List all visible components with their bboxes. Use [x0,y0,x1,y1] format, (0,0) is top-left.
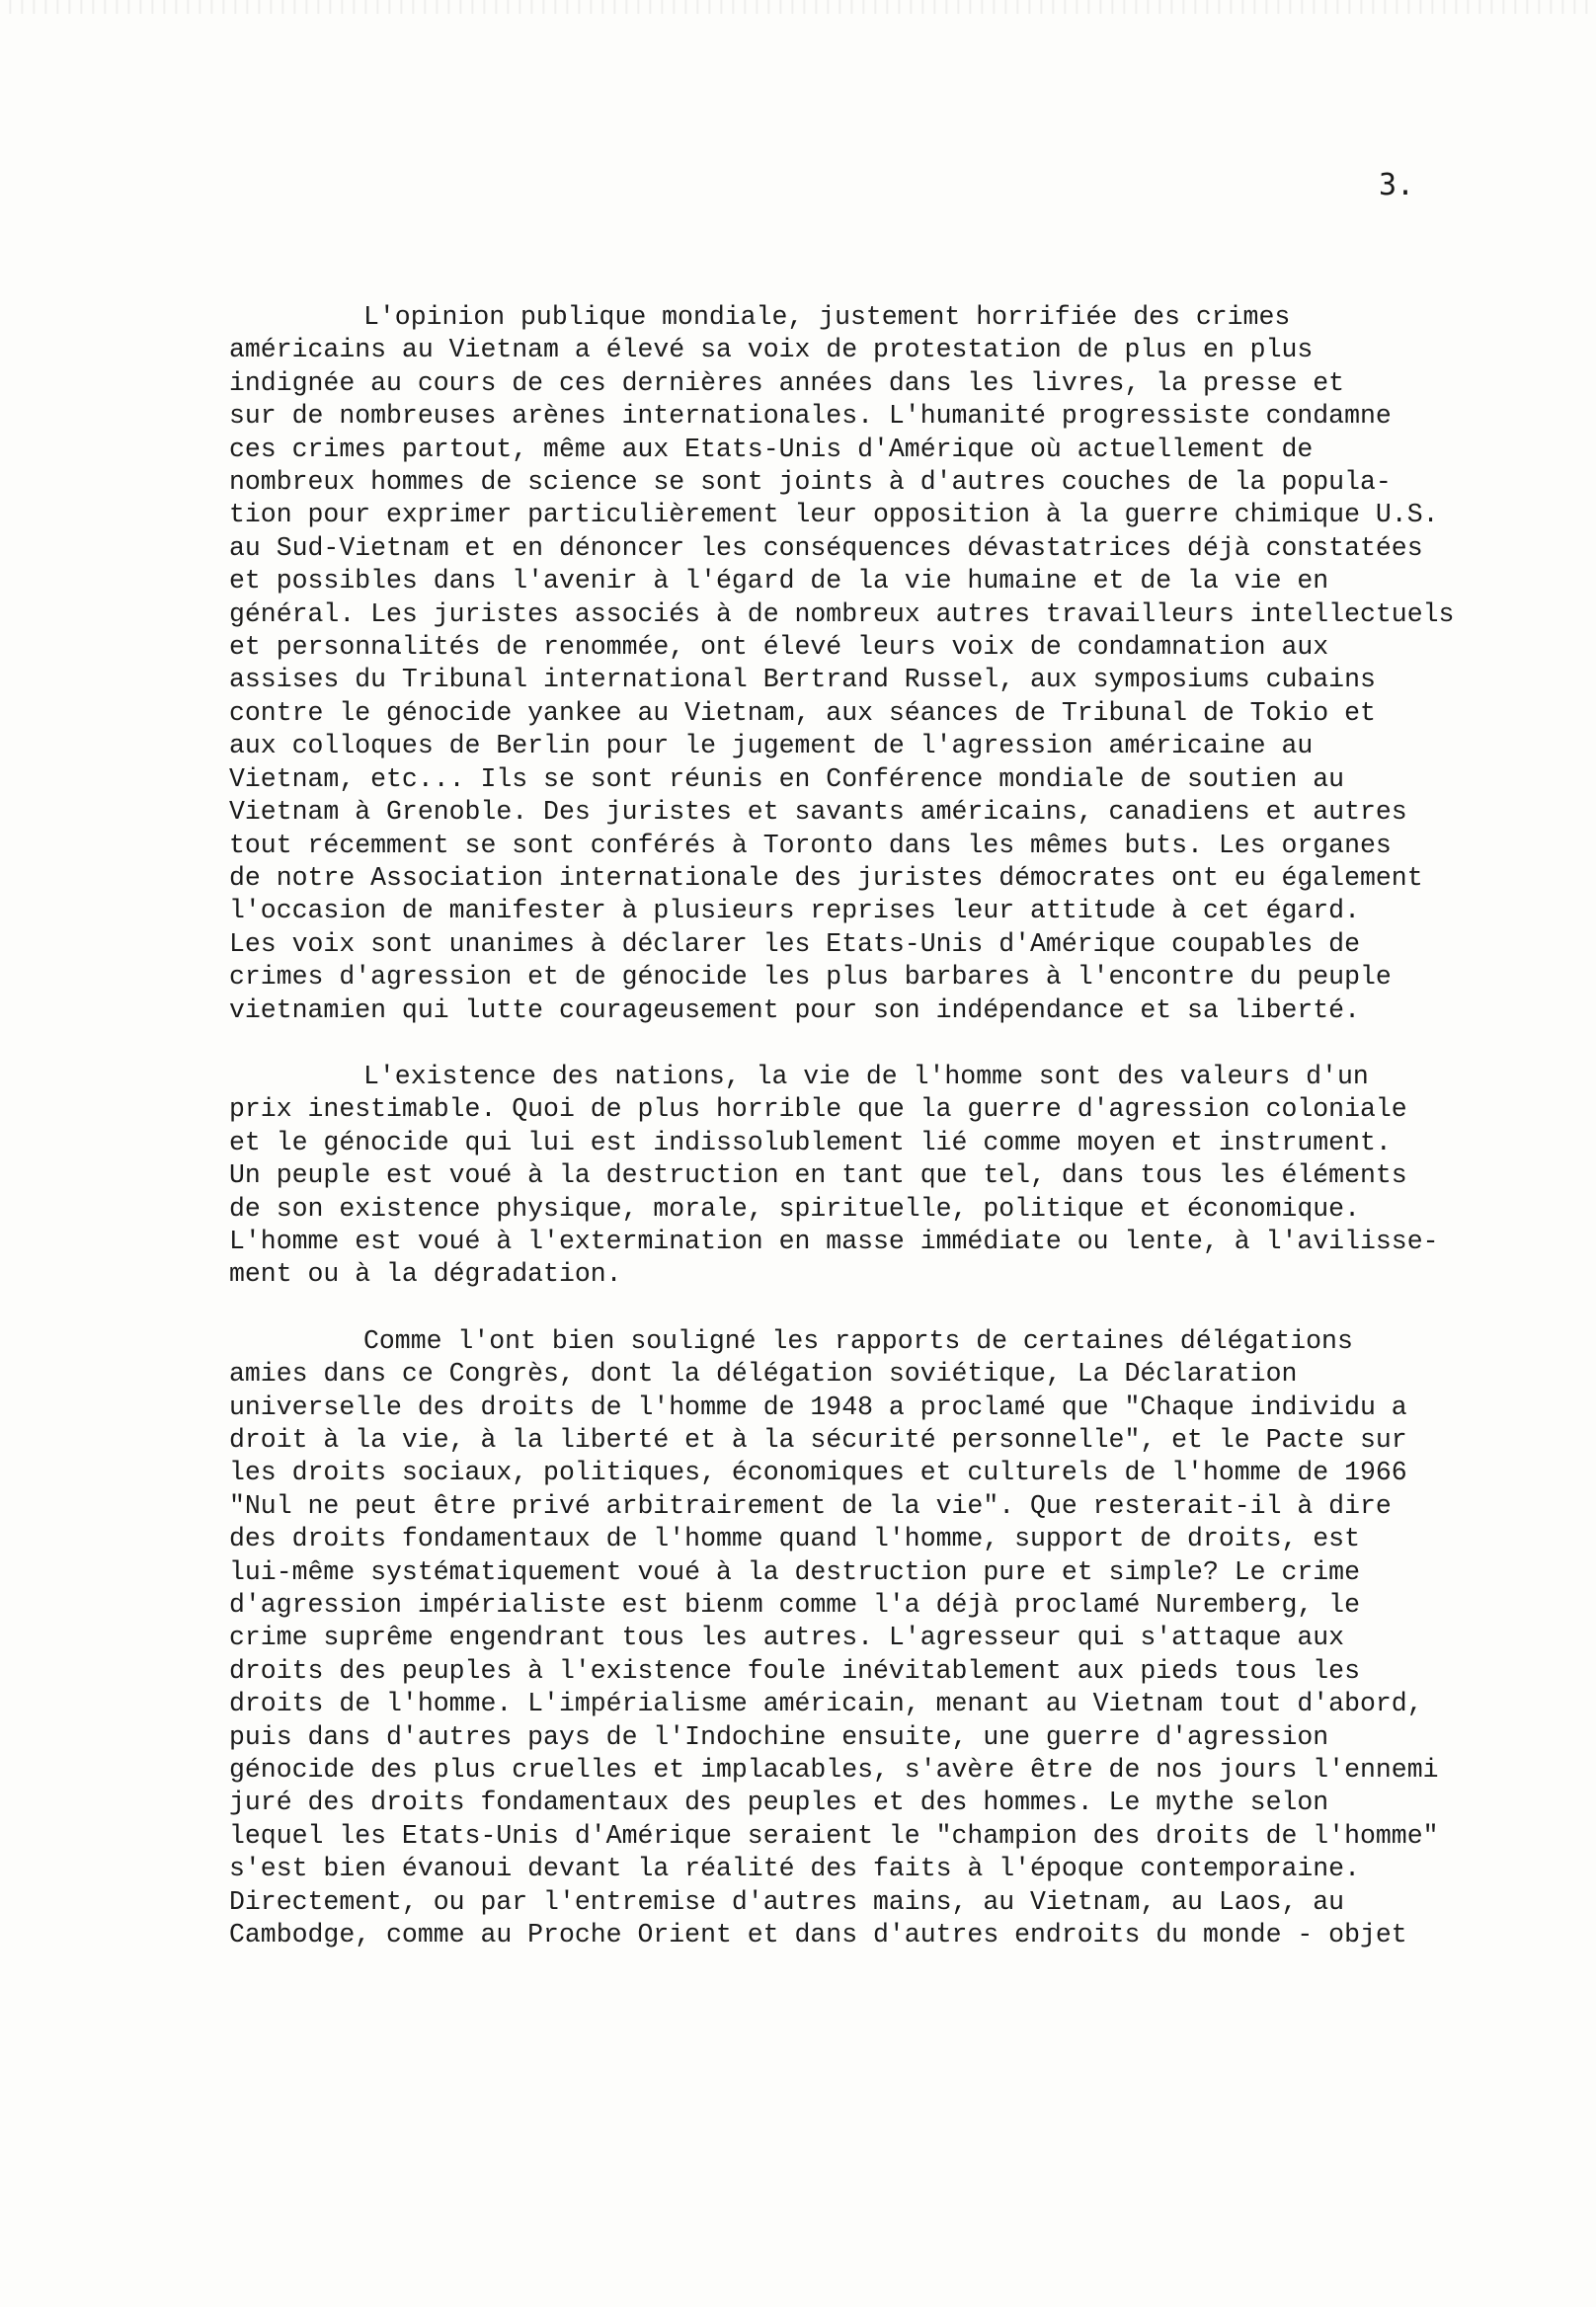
line-text: et personnalités de renommée, ont élevé leurs voix de condamnation aux [229,632,1329,663]
line-text: génocide des plus cruelles et implacables, s'avère être de nos jours l'ennemi [229,1755,1439,1786]
text-line [229,1424,1543,1457]
text-line [229,1127,1543,1159]
line-text: puis dans d'autres pays de l'Indochine ensuite, une guerre d'agression [229,1721,1329,1752]
line-text: Directement, ou par l'entremise d'autres mains, au Vietnam, au Laos, au [229,1886,1345,1917]
line-text: ces crimes partout, même aux Etats-Unis d'Amérique où actuellement de [229,434,1314,464]
text-line [229,730,1543,762]
text-line [229,1258,1543,1291]
line-text: L'opinion publique mondiale, justement horrifiée des crimes [363,302,1291,332]
text-line [229,928,1543,961]
line-text: droit à la vie, à la liberté et à la sécurité personnelle", et le Pacte sur [229,1425,1407,1455]
line-text: contre le génocide yankee au Vietnam, aux séances de Tribunal de Tokio et [229,697,1376,728]
text-line [229,1392,1543,1424]
line-text: tout récemment se sont conférés à Toronto dans les mêmes buts. Les organes [229,830,1392,860]
text-line [229,1754,1543,1787]
line-text: Vietnam, etc... Ils se sont réunis en Conférence mondiale de soutien au [229,763,1345,794]
text-line [229,1325,1543,1358]
line-text: nombreux hommes de science se sont joints à d'autres couches de la popula- [229,467,1392,498]
line-text: lequel les Etats-Unis d'Amérique seraient le "champion des droits de l'homme" [229,1820,1439,1851]
line-text: juré des droits fondamentaux des peuples et des hommes. Le mythe selon [229,1788,1329,1818]
line-text: amies dans ce Congrès, dont la délégation soviétique, La Déclaration [229,1359,1298,1390]
page-number: 3. [1379,168,1415,202]
line-text: assises du Tribunal international Bertrand Russel, aux symposiums cubains [229,665,1376,695]
line-text: les droits sociaux, politiques, économiques et culturels de l'homme de 1966 [229,1458,1407,1488]
text-line [229,1787,1543,1819]
line-text: Cambodge, comme au Proche Orient et dans d'autres endroits du monde - objet [229,1920,1407,1950]
text-line [229,1556,1543,1589]
text-line [229,1622,1543,1654]
paragraph [229,1061,1543,1292]
line-text: général. Les juristes associés à de nombreux autres travailleurs intellectuels [229,598,1455,629]
text-line [229,334,1543,366]
text-line [229,499,1543,531]
line-text: aux colloques de Berlin pour le jugement de l'agression américaine au [229,731,1314,761]
text-line [229,367,1543,400]
line-text: L'existence des nations, la vie de l'homme sont des valeurs d'un [363,1061,1369,1091]
line-text: Un peuple est voué à la destruction en tant que tel, dans tous les éléments [229,1160,1407,1191]
text-line [229,1688,1543,1720]
text-line [229,664,1543,696]
line-text: et possibles dans l'avenir à l'égard de la vie humaine et de la vie en [229,566,1329,597]
text-line [229,1226,1543,1258]
text-line [229,434,1543,466]
text-line [229,862,1543,895]
line-text: l'occasion de manifester à plusieurs reprises leur attitude à cet égard. [229,896,1360,926]
line-text: d'agression impérialiste est bienm comme l'a déjà proclamé Nuremberg, le [229,1590,1360,1621]
line-text: de son existence physique, morale, spirituelle, politique et économique. [229,1193,1360,1224]
line-text: de notre Association internationale des juristes démocrates ont eu également [229,862,1423,893]
line-text: tion pour exprimer particulièrement leur opposition à la guerre chimique U.S. [229,500,1439,530]
text-line [229,301,1543,334]
text-line [229,994,1543,1027]
text-line [229,1820,1543,1853]
line-text: au Sud-Vietnam et en dénoncer les conséquences dévastatrices déjà constatées [229,532,1423,563]
line-text: prix inestimable. Quoi de plus horrible que la guerre d'agression coloniale [229,1094,1407,1125]
text-line [229,1886,1543,1919]
text-line [229,1193,1543,1226]
line-text: droits de l'homme. L'impérialisme américain, menant au Vietnam tout d'abord, [229,1689,1423,1719]
text-line [229,1490,1543,1523]
line-text: "Nul ne peut être privé arbitrairement de la vie". Que resterait-il à dire [229,1490,1392,1521]
line-text: des droits fondamentaux de l'homme quand l'homme, support de droits, est [229,1524,1360,1554]
line-text: vietnamien qui lutte courageusement pour son indépendance et sa liberté. [229,994,1360,1025]
line-text: ment ou à la dégradation. [229,1259,622,1290]
text-line [229,1919,1543,1951]
text-line [229,1061,1543,1093]
text-line [229,598,1543,631]
text-line [229,1457,1543,1489]
line-text: crimes d'agression et de génocide les plus barbares à l'encontre du peuple [229,962,1392,993]
line-text: Comme l'ont bien souligné les rapports de certaines délégations [363,1325,1353,1356]
paragraph [229,1325,1543,1952]
scan-artifact [0,0,1596,14]
line-text: L'homme est voué à l'extermination en masse immédiate ou lente, à l'avilisse- [229,1226,1439,1256]
text-line [229,697,1543,730]
line-text: universelle des droits de l'homme de 1948 a proclamé que "Chaque individu a [229,1392,1407,1422]
text-line [229,1358,1543,1391]
text-line [229,1655,1543,1688]
text-line [229,1721,1543,1754]
text-line [229,400,1543,433]
text-line [229,961,1543,994]
line-text: Les voix sont unanimes à déclarer les Etats-Unis d'Amérique coupables de [229,928,1360,959]
text-line [229,763,1543,796]
text-line [229,466,1543,499]
line-text: s'est bien évanoui devant la réalité des faits à l'époque contemporaine. [229,1854,1360,1884]
line-text: et le génocide qui lui est indissolublement lié comme moyen et instrument. [229,1127,1392,1157]
line-text: indignée au cours de ces dernières années dans les livres, la presse et [229,367,1345,398]
text-line [229,1589,1543,1622]
text-line [229,895,1543,927]
line-text: crime suprême engendrant tous les autres. L'agresseur qui s'attaque aux [229,1623,1345,1653]
line-text: américains au Vietnam a élevé sa voix de protestation de plus en plus [229,335,1314,365]
text-line [229,1159,1543,1192]
text-line [229,1853,1543,1885]
text-line [229,1093,1543,1126]
line-text: droits des peuples à l'existence foule inévitablement aux pieds tous les [229,1655,1360,1686]
text-line [229,1523,1543,1555]
text-line [229,631,1543,664]
line-text: Vietnam à Grenoble. Des juristes et savants américains, canadiens et autres [229,797,1407,828]
paragraph [229,301,1543,1027]
text-line [229,796,1543,829]
document-body [229,301,1543,1986]
text-line [229,565,1543,597]
text-line [229,830,1543,862]
line-text: sur de nombreuses arènes internationales. L'humanité progressiste condamne [229,401,1392,432]
text-line [229,532,1543,565]
line-text: lui-même systématiquement voué à la destruction pure et simple? Le crime [229,1556,1360,1587]
